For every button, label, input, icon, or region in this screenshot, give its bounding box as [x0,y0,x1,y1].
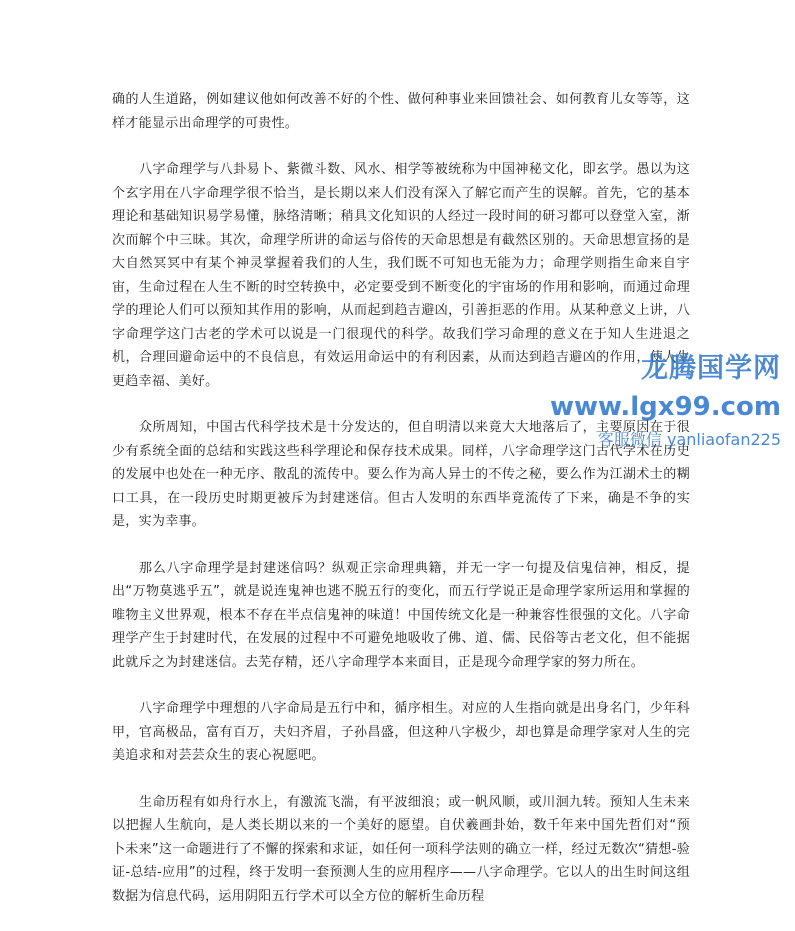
document-body [112,88,690,931]
watermark-site-url: www.lgx99.com [550,392,781,422]
paragraph-4: 那么八字命理学是封建迷信吗？纵观正宗命理典籍，并无一字一句提及信鬼信神，相反，提出“万物莫逃乎五”，就是说连鬼神也逃不脱五行的变化，而五行学说正是命理学家所运用和掌握的唯物主义世界观，根本不存在半点信鬼神的味道！中国传统文化是一种兼容性很强的文化。八字命理学产生于封建时代，在发展的过程中不可避免地吸收了佛、道、儒、民俗等古老文化，但不能据此就斥之为封建迷信。去芜存精，还八字命理学本来面目，正是现今命理学家的努力所在。 [112,560,690,670]
paragraph-1: 确的人生道路，例如建议他如何改善不好的个性、做何种事业来回馈社会、如何教育儿女等等，这样才能显示出命理学的可贵性。 [112,92,690,131]
paragraph-6: 生命历程有如舟行水上，有激流飞湍，有平波细浪；或一帆风顺，或川洄九转。预知人生未来以把握人生航向，是人类长期以来的一个美好的愿望。自伏羲画卦始，数千年来中国先哲们对“预卜未来”这一命题进行了不懈的探索和求证，如任何一项科学法则的确立一样，经过无数次“猜想-验证-总结-应用”的过程，终于发明一套预测人生的应用程序——八字命理学。它以人的出生时间这组数据为信息代码，运用阴阳五行学术可以全方位的解析生命历程 [112,794,690,904]
paragraph-5: 八字命理学中理想的八字命局是五行中和，循序相生。对应的人生指向就是出身名门，少年科甲，官高极品，富有百万，夫妇齐眉，子孙昌盛，但这种八字极少，却也算是命理学家对人生的完美追求和对芸芸众生的衷心祝愿吧。 [112,701,690,763]
paragraph-3: 众所周知，中国古代科学技术是十分发达的，但自明清以来竟大大地落后了，主要原因在于很少有系统全面的总结和实践这些科学理论和保存技术成果。同样，八字命理学这门古代学术在历史的发展中也处在一种无序、散乱的流传中。要么作为高人异士的不传之秘，要么作为江湖术士的糊口工具，在一段历史时期更被斥为封建迷信。但古人发明的东西毕竟流传了下来，确是不争的实是，实为幸事。 [112,420,690,529]
paragraph-2: 八字命理学与八卦易卜、紫微斗数、风水、相学等被统称为中国神秘文化，即玄学。愚以为这个玄字用在八字命理学很不恰当，是长期以来人们没有深入了解它而产生的误解。首先，它的基本理论和基础知识易学易懂，脉络清晰；稍具文化知识的人经过一段时间的研习都可以登堂入室，渐次而解个中三昧。其次，命理学所讲的命运与俗传的天命思想是有截然区别的。天命思想宣扬的是大自然冥冥中有某个神灵掌握着我们的人生，我们既不可知也无能为力；命理学则指生命来自宇宙，生命过程在人生不断的时空转换中，必定要受到不断变化的宇宙场的作用和影响，而通过命理学的理论人们可以预知其作用的影响，从而起到趋吉避凶，引善拒恶的作用。从某种意义上讲，八字命理学这门古老的学术可以说是一门很现代的科学。故我们学习命理的意义在于知人生进退之机，合理回避命运中的不良信息，有效运用命运中的有利因素，从而达到趋吉避凶的作用，使人生更趋幸福、美好。 [112,162,690,389]
watermark-contact: 客服微信 yanliaofan225 [597,430,781,449]
watermark-site-name: 龙腾国学网 [641,353,781,384]
